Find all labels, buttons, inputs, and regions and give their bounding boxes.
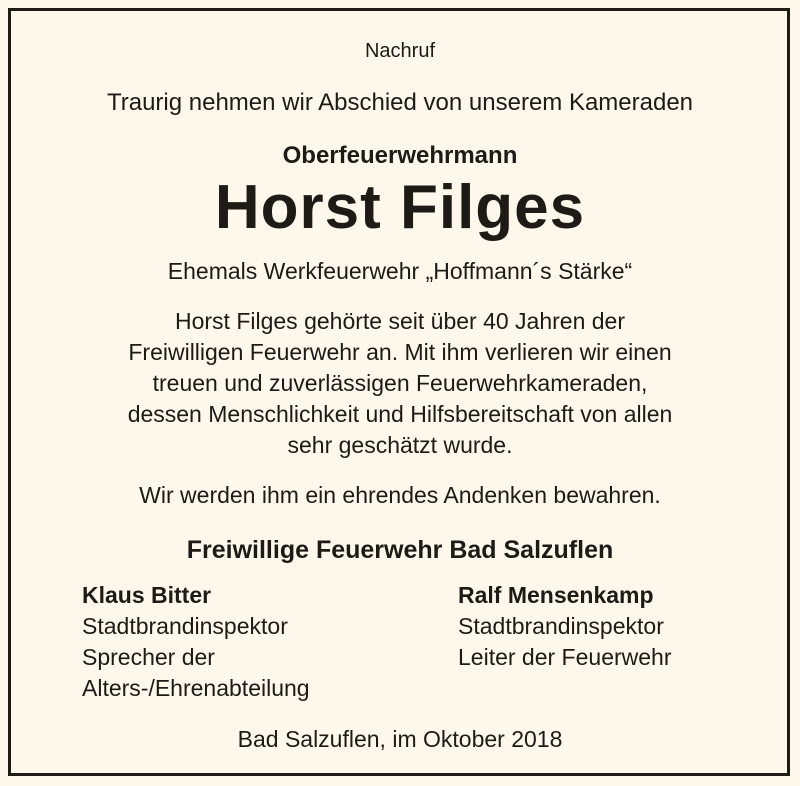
tribute-line: sehr geschätzt wurde. [287, 432, 513, 458]
signer-title: Alters-/Ehrenabteilung [82, 675, 310, 701]
signer-title: Sprecher der [82, 644, 215, 670]
signer-name: Klaus Bitter [82, 582, 212, 608]
signer-title: Stadtbrandinspektor [458, 613, 664, 639]
organization-name: Freiwillige Feuerwehr Bad Salzuflen [186, 536, 614, 564]
tribute-line: Freiwilligen Feuerwehr an. Mit ihm verlieren wir einen [128, 339, 672, 365]
signer-block-right [458, 580, 672, 673]
former-affiliation: Ehemals Werkfeuerwehr „Hoffmann´s Stärke“ [167, 258, 633, 284]
deceased-name: Horst Filges [214, 173, 586, 242]
tribute-line: dessen Menschlichkeit und Hilfsbereitschaft von allen [127, 401, 673, 427]
tribute-paragraph [0, 306, 800, 461]
farewell-text: Wir werden ihm ein ehrendes Andenken bewahren. [139, 482, 661, 508]
tribute-line: Horst Filges gehörte seit über 40 Jahren der [174, 308, 626, 334]
notice-heading: Nachruf [364, 40, 436, 62]
tribute-line: treuen und zuverlässigen Feuerwehrkameraden, [152, 370, 648, 396]
signer-title: Stadtbrandinspektor [82, 613, 288, 639]
intro-text: Traurig nehmen wir Abschied von unserem Kameraden [106, 89, 694, 116]
deceased-rank: Oberfeuerwehrmann [282, 142, 518, 169]
signer-title: Leiter der Feuerwehr [458, 644, 672, 670]
signer-name: Ralf Mensenkamp [458, 582, 654, 608]
signer-block-left [82, 580, 310, 704]
place-and-date: Bad Salzuflen, im Oktober 2018 [237, 726, 563, 752]
